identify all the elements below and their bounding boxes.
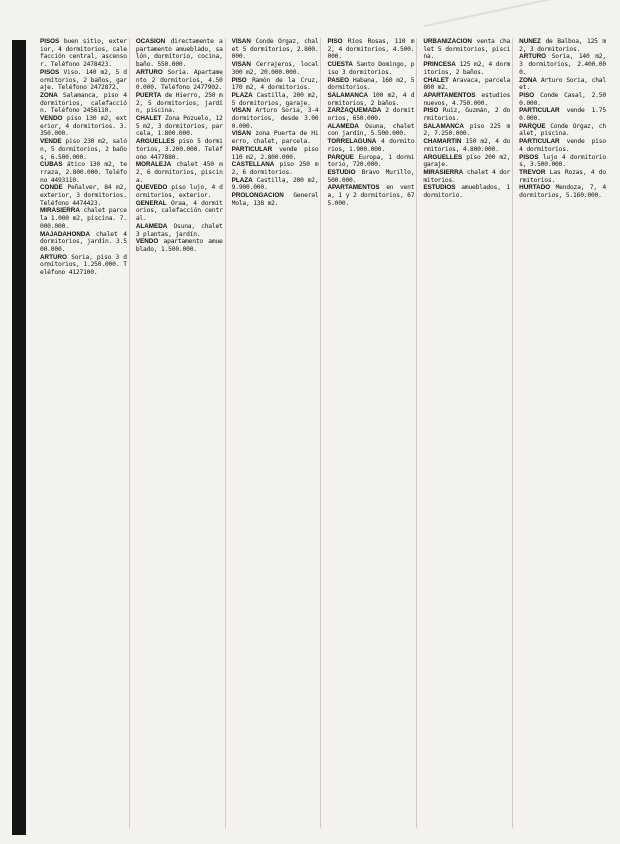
ad-text: 100 m2, 4 dormitorios, 2 baños. [327, 91, 415, 107]
ad-text: Oraa, 4 dormitorios, calefacción central. [135, 199, 223, 223]
ad-text: 150 m2, 4 dormitorios, 4.800.000. [423, 138, 511, 153]
classified-ad [136, 161, 223, 184]
ad-text: vende piso 4 dormitorios. [519, 138, 606, 153]
ad-text: Arturo Soria, 3-4 dormitorios, desde 3.000.000. [231, 107, 319, 130]
classified-ad [136, 138, 223, 161]
ad-text: piso 5 dormitorios, 3.200.000. Teléfono 4477880. [135, 138, 223, 161]
ad-heading: PASEO [327, 76, 350, 84]
ad-text: en venta, 1 y 2 dormitorios, 675.000. [327, 184, 415, 207]
ad-text: Habana, 160 m2, 5 dormitorios. [327, 76, 415, 92]
classified-ad [40, 92, 127, 115]
ad-heading: CHALET [423, 76, 449, 84]
ad-text: Soria, piso 3 dormitorios, 1.250.000. Teléfono 4127100. [40, 253, 127, 277]
classified-ad [40, 161, 127, 184]
ad-heading: ESTUDIO [327, 168, 356, 176]
classified-ad [519, 169, 606, 184]
ad-text: Salamanca, piso 4 dormitorios, calefacción. Teléfono 2456110. [40, 91, 127, 115]
ad-heading: CHALET [135, 115, 162, 123]
ad-text: buen sitio, exterior, 4 dormitorios, calefacción central, ascensor. Teléfono 2478423. [40, 38, 127, 69]
ad-heading: ARGUELLES [135, 138, 175, 146]
ad-text: Peñalver, 84 m2, exterior, 3 dormitorios. Teléfono 4474423. [40, 184, 127, 207]
ad-text: Ramón de la Cruz, 170 m2, 4 dormitorios. [231, 76, 319, 92]
ad-text: chalet parcela 1.000 m2, piscina. 7.000.000. [40, 207, 127, 230]
ad-text: Conde Casal, 2.500.000. [519, 91, 606, 107]
ad-text: vende piso 110 m2, 2.800.000. [231, 145, 319, 161]
classified-ad [232, 77, 319, 92]
ad-text: Viso. 140 m2, 5 dormitorios, 2 baños, garaje. Teléfono 2472872. [40, 68, 127, 92]
column-2 [136, 38, 226, 828]
ad-text: Zona Pozuelo, 125 m2, 3 dormitorios, parcela, 1.800.000. [135, 115, 223, 138]
ad-heading: ALAMEDA [327, 122, 359, 130]
ad-text: Europa, 1 dormitorio, 720.000. [327, 153, 415, 169]
classified-ad [327, 154, 414, 169]
ad-text: lujo 4 dormitorios, 3.500.000. [519, 153, 606, 169]
ad-heading: PISOS [40, 68, 60, 76]
ad-heading: ARTURO [135, 68, 163, 76]
classified-ad [327, 92, 414, 107]
classified-ad [232, 161, 319, 176]
ad-text: Castilla, 200 m2, 5 dormitorios, garaje. [231, 91, 319, 107]
classified-ad [232, 177, 319, 192]
ad-text: Aravaca, parcela 800 m2. [423, 76, 511, 92]
ad-heading: PISOS [519, 153, 539, 161]
ad-heading: PISO [327, 38, 343, 45]
ad-heading: ZONA [40, 91, 58, 99]
ad-text: Osuna, chalet 3 plantas, jardín. [135, 222, 223, 238]
ad-text: chalet 4 dormitorios. [423, 168, 511, 184]
classified-ad [232, 192, 319, 207]
ad-heading: PRINCESA [423, 61, 456, 69]
classified-ad [327, 184, 414, 207]
ad-text: Osuna, chalet con jardín, 5.500.000. [327, 122, 415, 138]
classified-ad [327, 123, 414, 138]
ad-text: Cerrajeros, local 300 m2, 20.000.000. [231, 61, 319, 76]
ad-heading: TREVOR [519, 168, 546, 176]
ad-heading: PLAZA [231, 91, 253, 99]
classified-ad [519, 138, 606, 153]
ad-heading: URBANIZACION [423, 38, 472, 45]
classified-ad [136, 238, 223, 253]
classified-ad [232, 146, 319, 161]
classified-columns [40, 38, 608, 828]
ad-heading: MAJADAHONDA [40, 230, 91, 238]
ad-text: Conde Orgaz, chalet, piscina. [519, 122, 606, 138]
ad-heading: CASTELLANA [231, 161, 275, 169]
ad-text: Soria, 140 m2, 3 dormitorios, 2.400.000. [519, 53, 606, 76]
ad-heading: ARTURO [40, 253, 67, 261]
column-4 [327, 38, 417, 828]
left-margin-bar [12, 40, 26, 835]
ad-text: amueblados, 1 dormitorio. [423, 184, 511, 200]
ad-heading: PLAZA [231, 176, 253, 184]
ad-heading: PARQUE [327, 153, 354, 161]
classified-ad [519, 107, 606, 122]
ad-text: Bravo Murillo, 500.000. [327, 168, 415, 184]
ad-heading: HURTADO [519, 184, 551, 192]
ad-heading: VENDE [40, 138, 62, 146]
ad-heading: SALAMANCA [327, 91, 369, 99]
ad-heading: PARTICULAR [519, 107, 560, 115]
ad-text: chalet 450 m2, 6 dormitorios, piscina. [135, 161, 223, 184]
ad-heading: ALAMEDA [135, 222, 168, 230]
ad-heading: MORALEJA [135, 161, 172, 169]
ad-text: piso 225 m2, 7.250.000. [423, 122, 511, 138]
classified-ad [327, 61, 414, 76]
ad-heading: CHAMARTIN [423, 138, 462, 146]
ad-heading: ZONA [519, 76, 537, 84]
ad-heading: CUBAS [40, 161, 63, 169]
classified-ad [423, 169, 510, 184]
classified-ad [232, 107, 319, 130]
ad-heading: ARTURO [519, 53, 547, 61]
ad-text: piso 250 m2, 6 dormitorios. [231, 161, 319, 176]
ad-text: apartamento amueblado, 1.500.000. [135, 238, 223, 253]
ad-text: piso 130 m2, exterior, 4 dormitorios. 3.350.000. [40, 115, 127, 138]
ad-text: Soria. Apartamento 2 dormitorios, 4.500.000. Teléfono 2477902. [135, 68, 223, 92]
ad-text: 4 dormitorios, 1.900.000. [327, 138, 415, 153]
ad-heading: VISAN [231, 107, 251, 115]
classified-ad [40, 115, 127, 138]
ad-heading: QUEVEDO [135, 184, 168, 192]
classified-ad [40, 38, 127, 69]
ad-heading: APARTAMENTOS [423, 91, 476, 99]
ad-heading: GENERAL [135, 199, 167, 207]
ad-heading: CUESTA [327, 61, 353, 69]
ad-heading: MIRASIERRA [423, 168, 464, 176]
ad-heading: PROLONGACION [231, 192, 284, 200]
column-1 [40, 38, 130, 828]
classified-ad [40, 138, 127, 161]
classified-ad [423, 184, 510, 199]
classified-ad [519, 154, 606, 169]
ad-text: de Hierro, 250 m2, 5 dormitorios, jardín, piscina. [135, 91, 223, 115]
classified-ad [232, 38, 319, 61]
ad-text: piso 230 m2, salón, 5 dormitorios, 2 baños, 6.500.000. [40, 138, 127, 161]
ad-heading: CONDE [40, 184, 63, 192]
classified-ad [327, 169, 414, 184]
classified-ad [423, 107, 510, 122]
classified-ad [40, 254, 127, 277]
classified-ad [519, 184, 606, 199]
classified-ad [40, 207, 127, 230]
classified-ad [136, 92, 223, 115]
ad-heading: PISO [423, 107, 439, 115]
classified-ad [136, 223, 223, 238]
classified-ad [327, 107, 414, 122]
classified-ad [423, 77, 510, 92]
ad-text: 2 dormitorios, 650.000. [327, 107, 415, 123]
classified-ad [423, 123, 510, 138]
ad-text: directamente apartamento amueblado, salón, dormitorio, cocina, baño. 550.000. [135, 38, 223, 69]
ad-text: piso lujo, 4 dormitorios, exterior. [135, 184, 223, 200]
ad-heading: PARTICULAR [519, 138, 560, 146]
ad-heading: ZARZAQUEMADA [327, 107, 382, 115]
ad-heading: OCASION [135, 38, 166, 45]
classified-ad [232, 61, 319, 76]
classified-ad [232, 130, 319, 145]
ad-text: Mendoza, 7, 4 dormitorios, 5.160.000. [519, 184, 606, 200]
classified-ad [519, 77, 606, 92]
classified-ad [519, 53, 606, 76]
classified-ad [423, 154, 510, 169]
classified-ad [519, 123, 606, 138]
classified-ad [136, 69, 223, 92]
classified-ad [423, 138, 510, 153]
ad-text: Arturo Soria, chalet. [519, 76, 606, 92]
ad-heading: PISOS [40, 38, 60, 45]
ad-text: chalet 4 dormitorios, jardín. 3.500.000. [40, 230, 127, 253]
ad-heading: ARGUELLES [423, 153, 463, 161]
classified-ad [40, 231, 127, 254]
ad-heading: PISO [519, 91, 535, 99]
ad-text: Santo Domingo, piso 3 dormitorios. [327, 61, 415, 76]
ad-heading: TORRELAGUNA [327, 138, 377, 146]
ad-heading: PARQUE [519, 122, 546, 130]
ad-heading: NUÑEZ [519, 38, 541, 45]
ad-text: Ríos Rosas, 110 m2, 4 dormitorios, 4.500.000. [327, 38, 415, 61]
classified-ad [327, 77, 414, 92]
ad-heading: MIRASIERRA [40, 207, 80, 215]
ad-text: Ruiz, Guzmán, 2 dormitorios. [423, 107, 511, 123]
ad-heading: PUERTA [135, 91, 162, 99]
classified-ad [136, 115, 223, 138]
ad-heading: VENDO [135, 238, 159, 246]
column-3 [232, 38, 322, 828]
column-5 [423, 38, 513, 828]
ad-text: Conde Orgaz, chalet 5 dormitorios, 2.800.000. [231, 38, 319, 61]
classified-ad [519, 92, 606, 107]
ad-text: 125 m2, 4 dormitorios, 2 baños. [423, 61, 511, 76]
classified-ad [232, 92, 319, 107]
ad-heading: PISO [231, 76, 247, 84]
ad-text: venta chalet 5 dormitorios, piscina. [423, 38, 511, 61]
ad-text: Las Rozas, 4 dormitorios. [519, 168, 606, 184]
classified-ad [136, 200, 223, 223]
classified-ad [136, 184, 223, 199]
ad-heading: APARTAMENTOS [327, 184, 380, 192]
ad-heading: VISAN [231, 61, 251, 69]
column-6 [519, 38, 608, 828]
ad-text: estudios nuevos, 4.750.000. [423, 91, 511, 107]
ad-heading: VISAN [231, 130, 251, 138]
classified-ad [40, 69, 127, 92]
ad-text: Castilla, 200 m2, 9.900.000. [231, 176, 319, 192]
classified-ad [327, 38, 414, 61]
classified-ad [423, 92, 510, 107]
ad-heading: VISAN [231, 38, 251, 45]
classified-ad [327, 138, 414, 153]
ad-text: vende 1.750.000. [519, 107, 606, 123]
ad-text: General Mola, 138 m2. [231, 192, 319, 207]
ad-heading: ESTUDIOS [423, 184, 456, 192]
ad-text: piso 200 m2, garaje. [423, 153, 511, 169]
ad-heading: PARTICULAR [231, 145, 273, 153]
classified-ad [40, 184, 127, 207]
ad-heading: SALAMANCA [423, 122, 464, 130]
ad-heading: VENDO [40, 115, 63, 123]
ad-text: ático 130 m2, terraza, 2.800.000. Teléfono 4493110. [40, 161, 127, 184]
ad-text: zona Puerta de Hierro, chalet, parcela. [231, 130, 319, 146]
ad-text: de Balboa, 125 m2, 3 dormitorios. [519, 38, 606, 53]
classified-ad [136, 38, 223, 69]
